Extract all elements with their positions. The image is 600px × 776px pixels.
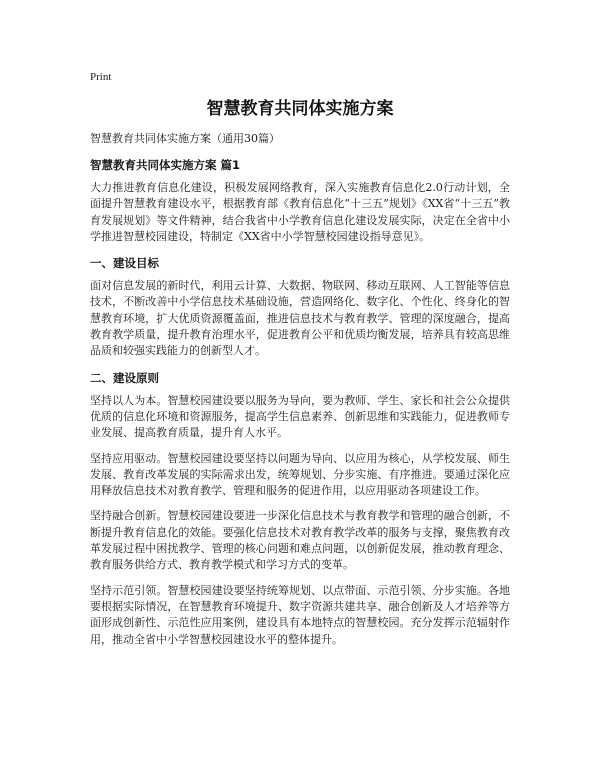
principle-paragraph-people: 坚持以人为本。智慧校园建设要以服务为导向，要为教师、学生、家长和社会公众提供优质的信息化环境和资源服务，提高学生信息素养、创新思维和实践能力，促进教师专业发展、提高教育质量，提升育人水平。 — [90, 393, 510, 440]
print-label: Print — [90, 71, 112, 83]
intro-paragraph: 大力推进教育信息化建设，积极发展网络教育，深入实施教育信息化2.0行动计划，全面提升智慧教育建设水平，根据教育部《教育信息化“十三五”规划》《XX省“十三五”教育发展规划》等文件精神，结合我省中小学教育信息化建设发展实际，决定在全省中小学推进智慧校园建设，特制定《XX省中小学智慧校园建设指导意见》。 — [90, 181, 510, 243]
section-heading-goals: 一、建设目标 — [90, 256, 159, 271]
principle-paragraph-innovation: 坚持融合创新。智慧校园建设要进一步深化信息技术与教育教学和管理的融合创新，不断提升教育信息化的效能。要强化信息技术对教育教学改革的服务与支撑，聚焦教育改革发展过程中困扰教学、管理的核心问题和难点问题，以创新促发展，推动教育理念、教育服务供给方式、教育教学模式和学习方式的变革。 — [90, 509, 510, 572]
principle-paragraph-demonstration: 坚持示范引领。智慧校园建设要坚持统筹规划、以点带面、示范引领、分步实施。各地要根据实际情况，在智慧教育环境提升、数字资源共建共享、融合创新及人才培养等方面形成创新性、示范性应用案例，建设具有本地特点的智慧校园。充分发挥示范辐射作用，推动全省中小学智慧校园建设水平的整体提升。 — [90, 583, 510, 646]
principle-paragraph-application: 坚持应用驱动。智慧校园建设要坚持以问题为导向、以应用为核心，从学校发展、师生发展、教育改革发展的实际需求出发，统筹规划、分步实施、有序推进。要通过深化应用释放信息技术对教育教学、管理和服务的促进作用，以应用驱动各项建设工作。 — [90, 451, 510, 498]
document-title: 智慧教育共同体实施方案 — [206, 99, 394, 119]
section-heading-principles: 二、建设原则 — [90, 370, 159, 385]
goals-paragraph: 面对信息发展的新时代，利用云计算、大数据、物联网、移动互联网、人工智能等信息技术，不断改善中小学信息技术基础设施，营造网络化、数字化、个性化、终身化的智慧教育环境，扩大优质资源覆盖面，推进信息技术与教育教学、管理的深度融合，提高教育教学质量，提升教育治理水平，促进教育公平和优质均衡发展，培养具有较高思维品质和较强实践能力的创新型人才。 — [90, 279, 510, 358]
document-subtitle: 智慧教育共同体实施方案（通用30篇） — [90, 132, 280, 145]
article-heading: 智慧教育共同体实施方案 篇1 — [90, 158, 241, 172]
